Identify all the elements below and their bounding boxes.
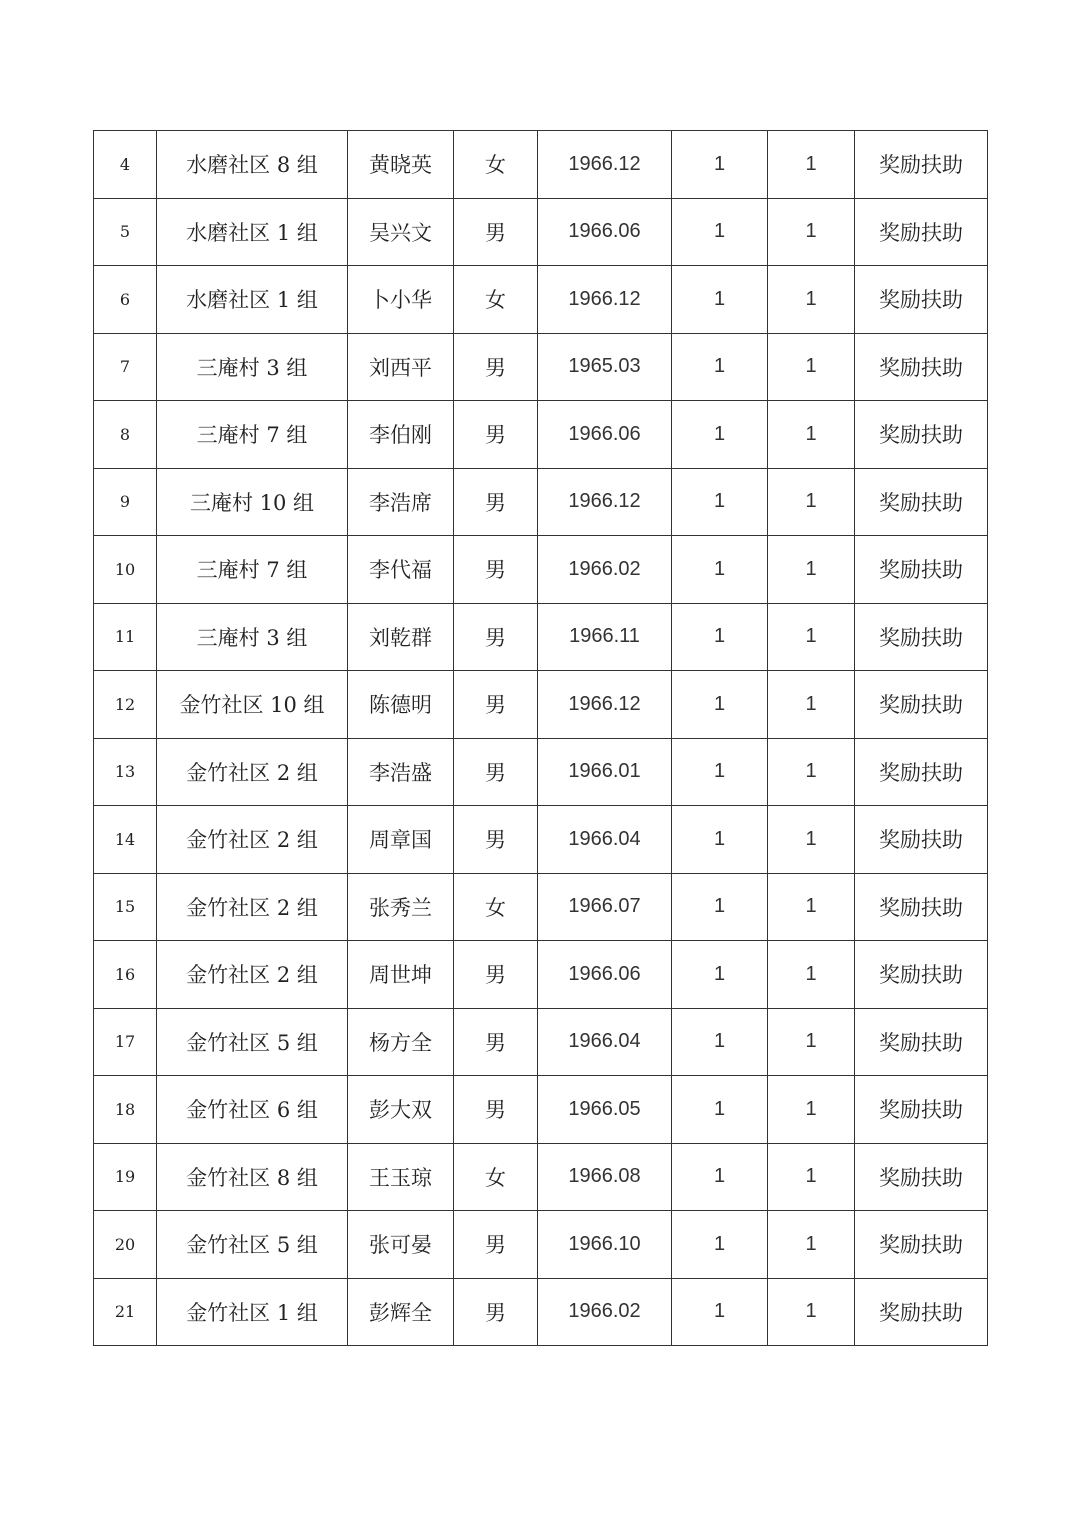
location-cell: 三庵村 7 组 (157, 536, 348, 604)
gender-cell: 女 (454, 873, 538, 941)
aid-type-cell: 奖励扶助 (855, 603, 988, 671)
location-cell: 金竹社区 5 组 (157, 1008, 348, 1076)
gender-cell: 男 (454, 1008, 538, 1076)
table-row (94, 468, 988, 536)
person-name-cell: 杨方全 (348, 1008, 454, 1076)
count-cell: 1 (768, 536, 855, 604)
row-number-cell: 5 (94, 198, 157, 266)
birth-date-cell: 1966.11 (538, 603, 672, 671)
gender-cell: 男 (454, 401, 538, 469)
table-row (94, 1278, 988, 1346)
location-cell: 水磨社区 1 组 (157, 198, 348, 266)
count-cell: 1 (768, 1211, 855, 1279)
gender-cell: 男 (454, 468, 538, 536)
aid-type-cell: 奖励扶助 (855, 266, 988, 334)
roster-table-body (94, 131, 988, 1346)
location-cell: 金竹社区 2 组 (157, 738, 348, 806)
gender-cell: 男 (454, 671, 538, 739)
row-number-cell: 16 (94, 941, 157, 1009)
location-cell: 金竹社区 2 组 (157, 873, 348, 941)
birth-date-cell: 1965.03 (538, 333, 672, 401)
roster-table (93, 130, 988, 1346)
birth-date-cell: 1966.04 (538, 1008, 672, 1076)
table-row (94, 131, 988, 199)
aid-type-cell: 奖励扶助 (855, 198, 988, 266)
count-cell: 1 (672, 401, 768, 469)
gender-cell: 女 (454, 266, 538, 334)
table-row (94, 1008, 988, 1076)
birth-date-cell: 1966.12 (538, 671, 672, 739)
count-cell: 1 (768, 941, 855, 1009)
table-row (94, 1143, 988, 1211)
table-row (94, 738, 988, 806)
row-number-cell: 18 (94, 1076, 157, 1144)
gender-cell: 男 (454, 603, 538, 671)
table-row (94, 1076, 988, 1144)
count-cell: 1 (768, 333, 855, 401)
birth-date-cell: 1966.12 (538, 131, 672, 199)
count-cell: 1 (672, 1008, 768, 1076)
aid-type-cell: 奖励扶助 (855, 873, 988, 941)
gender-cell: 男 (454, 333, 538, 401)
row-number-cell: 14 (94, 806, 157, 874)
aid-type-cell: 奖励扶助 (855, 806, 988, 874)
row-number-cell: 9 (94, 468, 157, 536)
table-row (94, 873, 988, 941)
count-cell: 1 (768, 671, 855, 739)
person-name-cell: 黄晓英 (348, 131, 454, 199)
person-name-cell: 张可晏 (348, 1211, 454, 1279)
table-row (94, 401, 988, 469)
aid-type-cell: 奖励扶助 (855, 401, 988, 469)
count-cell: 1 (768, 1143, 855, 1211)
count-cell: 1 (672, 1076, 768, 1144)
person-name-cell: 卜小华 (348, 266, 454, 334)
location-cell: 金竹社区 10 组 (157, 671, 348, 739)
count-cell: 1 (672, 806, 768, 874)
count-cell: 1 (768, 603, 855, 671)
location-cell: 三庵村 3 组 (157, 603, 348, 671)
count-cell: 1 (672, 131, 768, 199)
aid-type-cell: 奖励扶助 (855, 941, 988, 1009)
row-number-cell: 8 (94, 401, 157, 469)
count-cell: 1 (672, 468, 768, 536)
count-cell: 1 (672, 941, 768, 1009)
gender-cell: 男 (454, 806, 538, 874)
birth-date-cell: 1966.12 (538, 266, 672, 334)
gender-cell: 男 (454, 1278, 538, 1346)
gender-cell: 女 (454, 131, 538, 199)
birth-date-cell: 1966.05 (538, 1076, 672, 1144)
count-cell: 1 (768, 738, 855, 806)
table-row (94, 603, 988, 671)
aid-type-cell: 奖励扶助 (855, 671, 988, 739)
table-row (94, 941, 988, 1009)
table-row (94, 536, 988, 604)
location-cell: 金竹社区 1 组 (157, 1278, 348, 1346)
location-cell: 水磨社区 8 组 (157, 131, 348, 199)
count-cell: 1 (768, 873, 855, 941)
gender-cell: 男 (454, 738, 538, 806)
birth-date-cell: 1966.04 (538, 806, 672, 874)
person-name-cell: 王玉琼 (348, 1143, 454, 1211)
row-number-cell: 12 (94, 671, 157, 739)
birth-date-cell: 1966.01 (538, 738, 672, 806)
count-cell: 1 (672, 1211, 768, 1279)
gender-cell: 男 (454, 1211, 538, 1279)
person-name-cell: 李浩盛 (348, 738, 454, 806)
table-row (94, 806, 988, 874)
count-cell: 1 (672, 671, 768, 739)
location-cell: 金竹社区 6 组 (157, 1076, 348, 1144)
count-cell: 1 (768, 1278, 855, 1346)
gender-cell: 男 (454, 198, 538, 266)
person-name-cell: 吴兴文 (348, 198, 454, 266)
person-name-cell: 刘西平 (348, 333, 454, 401)
table-row (94, 671, 988, 739)
person-name-cell: 李浩席 (348, 468, 454, 536)
row-number-cell: 13 (94, 738, 157, 806)
gender-cell: 男 (454, 1076, 538, 1144)
location-cell: 三庵村 3 组 (157, 333, 348, 401)
count-cell: 1 (768, 266, 855, 334)
person-name-cell: 周世坤 (348, 941, 454, 1009)
aid-type-cell: 奖励扶助 (855, 468, 988, 536)
table-row (94, 266, 988, 334)
aid-type-cell: 奖励扶助 (855, 738, 988, 806)
birth-date-cell: 1966.07 (538, 873, 672, 941)
aid-type-cell: 奖励扶助 (855, 1076, 988, 1144)
count-cell: 1 (768, 806, 855, 874)
count-cell: 1 (768, 468, 855, 536)
count-cell: 1 (672, 873, 768, 941)
count-cell: 1 (672, 738, 768, 806)
person-name-cell: 张秀兰 (348, 873, 454, 941)
count-cell: 1 (768, 198, 855, 266)
count-cell: 1 (672, 603, 768, 671)
table-row (94, 198, 988, 266)
count-cell: 1 (768, 1076, 855, 1144)
row-number-cell: 21 (94, 1278, 157, 1346)
count-cell: 1 (672, 1143, 768, 1211)
person-name-cell: 李代福 (348, 536, 454, 604)
birth-date-cell: 1966.06 (538, 401, 672, 469)
birth-date-cell: 1966.02 (538, 1278, 672, 1346)
row-number-cell: 11 (94, 603, 157, 671)
location-cell: 金竹社区 2 组 (157, 941, 348, 1009)
row-number-cell: 10 (94, 536, 157, 604)
gender-cell: 女 (454, 1143, 538, 1211)
table-row (94, 1211, 988, 1279)
location-cell: 金竹社区 5 组 (157, 1211, 348, 1279)
location-cell: 三庵村 10 组 (157, 468, 348, 536)
person-name-cell: 周章国 (348, 806, 454, 874)
gender-cell: 男 (454, 941, 538, 1009)
row-number-cell: 15 (94, 873, 157, 941)
count-cell: 1 (672, 1278, 768, 1346)
count-cell: 1 (768, 131, 855, 199)
gender-cell: 男 (454, 536, 538, 604)
count-cell: 1 (672, 266, 768, 334)
aid-type-cell: 奖励扶助 (855, 536, 988, 604)
table-row (94, 333, 988, 401)
aid-type-cell: 奖励扶助 (855, 131, 988, 199)
aid-type-cell: 奖励扶助 (855, 1008, 988, 1076)
aid-type-cell: 奖励扶助 (855, 1211, 988, 1279)
row-number-cell: 17 (94, 1008, 157, 1076)
location-cell: 金竹社区 2 组 (157, 806, 348, 874)
row-number-cell: 7 (94, 333, 157, 401)
birth-date-cell: 1966.10 (538, 1211, 672, 1279)
birth-date-cell: 1966.06 (538, 941, 672, 1009)
row-number-cell: 19 (94, 1143, 157, 1211)
birth-date-cell: 1966.06 (538, 198, 672, 266)
person-name-cell: 陈德明 (348, 671, 454, 739)
aid-type-cell: 奖励扶助 (855, 1278, 988, 1346)
count-cell: 1 (768, 401, 855, 469)
row-number-cell: 20 (94, 1211, 157, 1279)
count-cell: 1 (672, 198, 768, 266)
row-number-cell: 6 (94, 266, 157, 334)
count-cell: 1 (672, 536, 768, 604)
location-cell: 金竹社区 8 组 (157, 1143, 348, 1211)
count-cell: 1 (672, 333, 768, 401)
person-name-cell: 李伯刚 (348, 401, 454, 469)
birth-date-cell: 1966.08 (538, 1143, 672, 1211)
birth-date-cell: 1966.02 (538, 536, 672, 604)
aid-type-cell: 奖励扶助 (855, 333, 988, 401)
location-cell: 三庵村 7 组 (157, 401, 348, 469)
location-cell: 水磨社区 1 组 (157, 266, 348, 334)
count-cell: 1 (768, 1008, 855, 1076)
aid-type-cell: 奖励扶助 (855, 1143, 988, 1211)
row-number-cell: 4 (94, 131, 157, 199)
person-name-cell: 彭辉全 (348, 1278, 454, 1346)
birth-date-cell: 1966.12 (538, 468, 672, 536)
person-name-cell: 刘乾群 (348, 603, 454, 671)
person-name-cell: 彭大双 (348, 1076, 454, 1144)
